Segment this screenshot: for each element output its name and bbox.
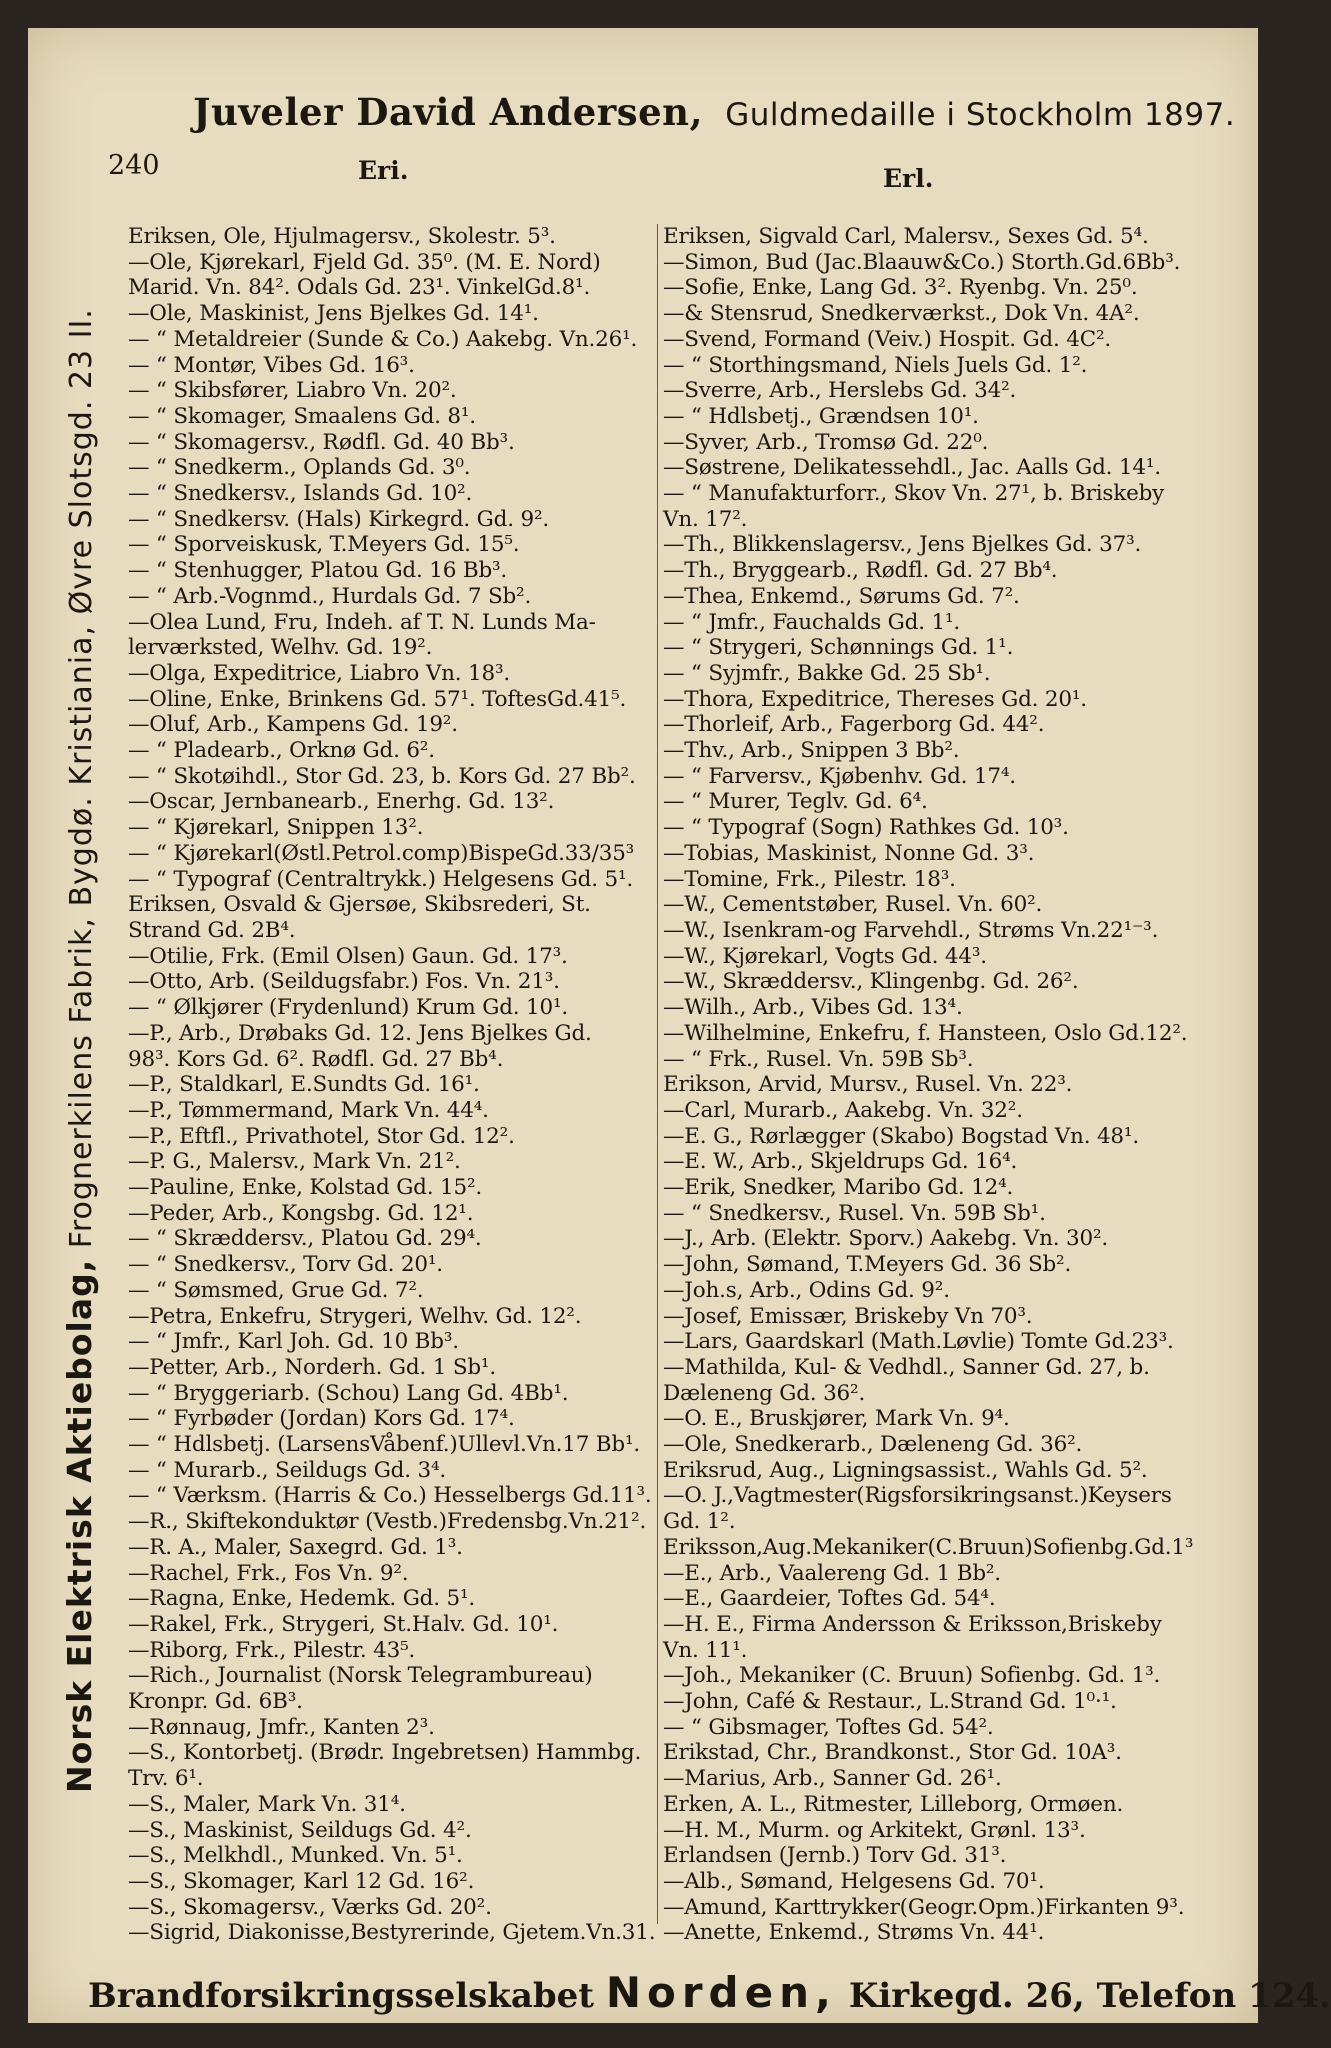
directory-entry: —Carl, Murarb., Aakebg. Vn. 32². xyxy=(663,1097,1023,1123)
directory-entry: — “ Kjørekarl(Østl.Petrol.comp)BispeGd.33/35³ xyxy=(128,840,635,866)
directory-entry: —J., Arb. (Elektr. Sporv.) Aakebg. Vn. 30². xyxy=(663,1226,1109,1252)
directory-entry: — “ Syjmfr., Bakke Gd. 25 Sb¹. xyxy=(663,660,991,686)
directory-entry: —Peder, Arb., Kongsbg. Gd. 12¹. xyxy=(128,1200,474,1226)
directory-entry: — “ Snedkersv. (Hals) Kirkegrd. Gd. 9². xyxy=(128,506,550,532)
side-advertisement xyxy=(60,308,99,1793)
directory-entry: — “ Snedkersv., Torv Gd. 20¹. xyxy=(128,1252,443,1278)
directory-entry: —S., Maler, Mark Vn. 31⁴. xyxy=(128,1791,406,1817)
directory-entry: —Thea, Enkemd., Sørums Gd. 7². xyxy=(663,583,1020,609)
directory-entry: — “ Snedkersv., Rusel. Vn. 59B Sb¹. xyxy=(663,1200,1046,1226)
directory-entry: —W., Isenkram-og Farvehdl., Strøms Vn.22¹⁻³. xyxy=(663,917,1159,943)
directory-entry: — “ Strygeri, Schønnings Gd. 1¹. xyxy=(663,635,1014,661)
directory-entry: — “ Sømsmed, Grue Gd. 7². xyxy=(128,1277,424,1303)
directory-entry: lerværksted, Welhv. Gd. 19². xyxy=(128,635,433,661)
directory-entry: —P., Tømmermand, Mark Vn. 44⁴. xyxy=(128,1097,489,1123)
directory-entry: —Oscar, Jernbanearb., Enerhg. Gd. 13². xyxy=(128,789,555,815)
directory-entry: —Josef, Emissær, Briskeby Vn 70³. xyxy=(663,1303,1033,1329)
directory-entry: —E., Gaardeier, Toftes Gd. 54⁴. xyxy=(663,1586,996,1612)
directory-entry: — “ Hdlsbetj., Grændsen 10¹. xyxy=(663,403,979,429)
directory-entry: —Th., Bryggearb., Rødfl. Gd. 27 Bb⁴. xyxy=(663,558,1058,584)
directory-entry: —S., Melkhdl., Munked. Vn. 5¹. xyxy=(128,1843,463,1869)
footer-advertisement xyxy=(88,1968,1331,2017)
footer-name: Norden, xyxy=(605,1968,837,2017)
directory-entry: —Rich., Journalist (Norsk Telegrambureau) xyxy=(128,1663,593,1689)
directory-entry: — “ Typograf (Sogn) Rathkes Gd. 10³. xyxy=(663,815,1069,841)
directory-entry: — “ Murarb., Seildugs Gd. 3⁴. xyxy=(128,1457,447,1483)
directory-entry: —Sigrid, Diakonisse,Bestyrerinde, Gjetem.Vn.31. xyxy=(128,1920,656,1946)
directory-entry: —Oluf, Arb., Kampens Gd. 19². xyxy=(128,712,458,738)
directory-entry: — “ Pladearb., Orknø Gd. 6². xyxy=(128,738,435,764)
directory-entry: —Rønnaug, Jmfr., Kanten 2³. xyxy=(128,1714,435,1740)
directory-entry: Kronpr. Gd. 6B³. xyxy=(128,1689,303,1715)
directory-entry: —S., Skomager, Karl 12 Gd. 16². xyxy=(128,1869,475,1894)
directory-entry: —Wilhelmine, Enkefru, f. Hansteen, Oslo Gd.12². xyxy=(663,1020,1188,1046)
directory-entry: Erikson, Arvid, Mursv., Rusel. Vn. 22³. xyxy=(663,1072,1073,1098)
directory-entry: Marid. Vn. 84². Odals Gd. 23¹. VinkelGd.8¹. xyxy=(128,275,591,301)
directory-entry: —Ole, Kjørekarl, Fjeld Gd. 35⁰. (M. E. Nord) xyxy=(128,249,601,275)
directory-entry: Eriksen, Osvald & Gjersøe, Skibsrederi, St. xyxy=(128,892,591,918)
side-ad-address: Frognerkilens Fabrik, Bygdø. Kristiania, Øvre Slotsgd. 23 II. xyxy=(64,308,99,1249)
directory-entry: —Thorleif, Arb., Fagerborg Gd. 44². xyxy=(663,712,1045,738)
directory-entry: Vn. 11¹. xyxy=(663,1637,748,1663)
directory-entry: —S., Maskinist, Seildugs Gd. 4². xyxy=(128,1817,472,1843)
directory-entry: — “ Snedkersv., Islands Gd. 10². xyxy=(128,481,473,507)
directory-entry: —Lars, Gaardskarl (Math.Løvlie) Tomte Gd.23³. xyxy=(663,1329,1174,1355)
directory-entry: —Wilh., Arb., Vibes Gd. 13⁴. xyxy=(663,995,963,1021)
directory-entry: Dæleneng Gd. 36². xyxy=(663,1380,866,1406)
directory-page xyxy=(28,28,1331,2023)
directory-entry: Strand Gd. 2B⁴. xyxy=(128,917,296,943)
directory-entry: —P. G., Malersv., Mark Vn. 21². xyxy=(128,1149,461,1175)
directory-entry: —E. W., Arb., Skjeldrups Gd. 16⁴. xyxy=(663,1149,1018,1175)
directory-entry: —R. A., Maler, Saxegrd. Gd. 1³. xyxy=(128,1534,463,1560)
directory-entry: —Mathilda, Kul- & Vedhdl., Sanner Gd. 27, b. xyxy=(663,1354,1150,1380)
header-brand: Juveler David Andersen, xyxy=(193,90,703,134)
directory-entry: —H. E., Firma Andersson & Eriksson,Briskeby xyxy=(663,1611,1162,1637)
directory-entry: —Ole, Maskinist, Jens Bjelkes Gd. 14¹. xyxy=(128,301,539,327)
directory-entry: —O. E., Bruskjører, Mark Vn. 9⁴. xyxy=(663,1406,1010,1432)
directory-entry: —Tobias, Maskinist, Nonne Gd. 3³. xyxy=(663,840,1035,866)
footer-company: Brandforsikringsselskabet xyxy=(88,1976,594,2016)
directory-entry: — “ Skibsfører, Liabro Vn. 20². xyxy=(128,378,457,404)
directory-entry: —S., Skomagersv., Værks Gd. 20². xyxy=(128,1894,492,1920)
directory-entry: —Marius, Arb., Sanner Gd. 26¹. xyxy=(663,1766,1002,1792)
directory-entry: —W., Kjørekarl, Vogts Gd. 44³. xyxy=(663,943,987,969)
page-header-advertisement xyxy=(193,90,1236,134)
directory-entry: —Alb., Sømand, Helgesens Gd. 70¹. xyxy=(663,1869,1045,1894)
directory-entry: —Sofie, Enke, Lang Gd. 3². Ryenbg. Vn. 25⁰. xyxy=(663,275,1138,301)
directory-entry: —O. J.,Vagtmester(Rigsforsikringsanst.)Keysers xyxy=(663,1483,1172,1509)
left-column xyxy=(128,224,673,1946)
directory-entry: —Pauline, Enke, Kolstad Gd. 15². xyxy=(128,1175,483,1201)
directory-entry: —Tomine, Frk., Pilestr. 18³. xyxy=(663,866,956,892)
directory-entry: —Anette, Enkemd., Strøms Vn. 44¹. xyxy=(663,1920,1045,1946)
directory-entry: — “ Manufakturforr., Skov Vn. 27¹, b. Briskeby xyxy=(663,481,1165,507)
directory-entry: —Th., Blikkenslagersv., Jens Bjelkes Gd. 37³. xyxy=(663,532,1142,558)
directory-entry: —Oline, Enke, Brinkens Gd. 57¹. ToftesGd.41⁵. xyxy=(128,686,627,712)
directory-entry: — “ Metaldreier (Sunde & Co.) Aakebg. Vn.26¹. xyxy=(128,326,638,352)
directory-entry: —Amund, Karttrykker(Geogr.Opm.)Firkanten 9³. xyxy=(663,1894,1185,1920)
directory-entry: —Ragna, Enke, Hedemk. Gd. 5¹. xyxy=(128,1586,476,1612)
directory-entry: —Thv., Arb., Snippen 3 Bb². xyxy=(663,738,960,764)
directory-entry: —Erik, Snedker, Maribo Gd. 12⁴. xyxy=(663,1175,1014,1201)
directory-entry: Erken, A. L., Ritmester, Lilleborg, Ormøen. xyxy=(663,1791,1124,1817)
directory-entry: — “ Arb.-Vognmd., Hurdals Gd. 7 Sb². xyxy=(128,583,532,609)
directory-entry: —John, Sømand, T.Meyers Gd. 36 Sb². xyxy=(663,1252,1072,1278)
directory-entry: —Riborg, Frk., Pilestr. 43⁵. xyxy=(128,1637,416,1663)
header-medal-text: Guldmedaille i Stockholm 1897. xyxy=(725,97,1236,133)
directory-entry: — “ Skomager, Smaalens Gd. 8¹. xyxy=(128,403,476,429)
directory-entry: —P., Arb., Drøbaks Gd. 12. Jens Bjelkes Gd. xyxy=(128,1020,592,1046)
directory-entry: —Otilie, Frk. (Emil Olsen) Gaun. Gd. 17³. xyxy=(128,943,568,969)
directory-entry: — “ Gibsmager, Toftes Gd. 54². xyxy=(663,1714,994,1740)
running-head-right: Erl. xyxy=(883,164,934,193)
directory-entry: — “ Stenhugger, Platou Gd. 16 Bb³. xyxy=(128,558,508,584)
directory-entry: Eriksen, Sigvald Carl, Malersv., Sexes Gd. 5⁴. xyxy=(663,224,1149,249)
directory-entry: —R., Skiftekonduktør (Vestb.)Fredensbg.Vn.21². xyxy=(128,1509,647,1535)
directory-entry: —Simon, Bud (Jac.Blaauw&Co.) Storth.Gd.6Bb³. xyxy=(663,249,1181,275)
directory-entry: —P., Staldkarl, E.Sundts Gd. 16¹. xyxy=(128,1072,480,1098)
directory-entry: Eriksson,Aug.Mekaniker(C.Bruun)Sofienbg.Gd.1³ xyxy=(663,1534,1194,1560)
directory-entry: Vn. 17². xyxy=(663,506,748,532)
directory-entry: — “ Skomagersv., Rødfl. Gd. 40 Bb³. xyxy=(128,429,515,455)
directory-entry: — “ Jmfr., Karl Joh. Gd. 10 Bb³. xyxy=(128,1329,459,1355)
directory-entry: —Ole, Snedkerarb., Dæleneng Gd. 36². xyxy=(663,1432,1083,1458)
directory-entry: —Sverre, Arb., Herslebs Gd. 34². xyxy=(663,378,1017,404)
directory-entry: Erikstad, Chr., Brandkonst., Stor Gd. 10A³. xyxy=(663,1740,1122,1766)
directory-entry: —John, Café & Restaur., L.Strand Gd. 1⁰·¹. xyxy=(663,1689,1117,1715)
directory-entry: Trv. 6¹. xyxy=(128,1766,204,1792)
footer-address: Kirkegd. 26, Telefon 124. xyxy=(848,1976,1331,2016)
directory-entry: —W., Cementstøber, Rusel. Vn. 60². xyxy=(663,892,1043,918)
directory-entry: — “ Montør, Vibes Gd. 16³. xyxy=(128,352,415,378)
directory-entry: —Syver, Arb., Tromsø Gd. 22⁰. xyxy=(663,429,989,455)
directory-entry: —Olea Lund, Fru, Indeh. af T. N. Lunds Ma- xyxy=(128,609,596,635)
directory-entry: Eriksen, Ole, Hjulmagersv., Skolestr. 5³. xyxy=(128,224,556,249)
directory-entry: 98³. Kors Gd. 6². Rødfl. Gd. 27 Bb⁴. xyxy=(128,1046,504,1072)
directory-entry: — “ Værksm. (Harris & Co.) Hesselbergs Gd.11³. xyxy=(128,1483,652,1509)
directory-entry: —Thora, Expeditrice, Thereses Gd. 20¹. xyxy=(663,686,1087,712)
directory-entry: —Otto, Arb. (Seildugsfabr.) Fos. Vn. 21³. xyxy=(128,969,560,995)
directory-entry: —Joh.s, Arb., Odins Gd. 9². xyxy=(663,1277,950,1303)
directory-entry: — “ Sporveiskusk, T.Meyers Gd. 15⁵. xyxy=(128,532,520,558)
directory-entry: — “ Farversv., Kjøbenhv. Gd. 17⁴. xyxy=(663,763,1016,789)
directory-entry: — “ Bryggeriarb. (Schou) Lang Gd. 4Bb¹. xyxy=(128,1380,569,1406)
directory-entry: —Svend, Formand (Veiv.) Hospit. Gd. 4C². xyxy=(663,326,1112,352)
directory-entry: — “ Frk., Rusel. Vn. 59B Sb³. xyxy=(663,1046,974,1072)
directory-entry: —S., Kontorbetj. (Brødr. Ingebretsen) Hammbg. xyxy=(128,1740,642,1766)
page-number: 240 xyxy=(108,150,160,181)
directory-entry: —H. M., Murm. og Arkitekt, Grønl. 13³. xyxy=(663,1817,1086,1843)
directory-entry: Gd. 1². xyxy=(663,1509,736,1535)
directory-entry: — “ Hdlsbetj. (LarsensVåbenf.)Ullevl.Vn.17 Bb¹. xyxy=(128,1432,641,1458)
directory-entry: —Rachel, Frk., Fos Vn. 9². xyxy=(128,1560,409,1586)
directory-entry: —Petter, Arb., Norderh. Gd. 1 Sb¹. xyxy=(128,1354,496,1380)
directory-entry: — “ Fyrbøder (Jordan) Kors Gd. 17⁴. xyxy=(128,1406,515,1432)
directory-entry: — “ Skræddersv., Platou Gd. 29⁴. xyxy=(128,1226,482,1252)
directory-entry: —E., Arb., Vaalereng Gd. 1 Bb². xyxy=(663,1560,1001,1586)
directory-entry: —Rakel, Frk., Strygeri, St.Halv. Gd. 10¹. xyxy=(128,1611,559,1637)
directory-entry: —Søstrene, Delikatessehdl., Jac. Aalls Gd. 14¹. xyxy=(663,455,1161,481)
directory-entry: — “ Kjørekarl, Snippen 13². xyxy=(128,815,424,841)
directory-entry: — “ Murer, Teglv. Gd. 6⁴. xyxy=(663,789,928,815)
directory-entry: —& Stensrud, Snedkerværkst., Dok Vn. 4A². xyxy=(663,301,1140,327)
directory-entry: — “ Storthingsmand, Niels Juels Gd. 1². xyxy=(663,352,1088,378)
directory-entry: — “ Typograf (Centraltrykk.) Helgesens Gd. 5¹. xyxy=(128,866,634,892)
directory-entry: Erlandsen (Jernb.) Torv Gd. 31³. xyxy=(663,1843,1007,1869)
directory-entry: — “ Snedkerm., Oplands Gd. 3⁰. xyxy=(128,455,471,481)
directory-entry: — “ Jmfr., Fauchalds Gd. 1¹. xyxy=(663,609,961,635)
directory-entry: — “ Ølkjører (Frydenlund) Krum Gd. 10¹. xyxy=(128,995,569,1021)
running-head-left: Eri. xyxy=(358,156,409,185)
directory-entry: —Petra, Enkefru, Strygeri, Welhv. Gd. 12². xyxy=(128,1303,582,1329)
directory-entry: Eriksrud, Aug., Ligningsassist., Wahls Gd. 5². xyxy=(663,1457,1148,1483)
directory-entry: —E. G., Rørlægger (Skabo) Bogstad Vn. 48¹. xyxy=(663,1123,1139,1149)
side-ad-company: Norsk Elektrisk Aktiebolag, xyxy=(60,1258,99,1793)
directory-entry: — “ Skotøihdl., Stor Gd. 23, b. Kors Gd. 27 Bb². xyxy=(128,763,636,789)
right-column xyxy=(663,224,1238,1946)
directory-entry: —W., Skræddersv., Klingenbg. Gd. 26². xyxy=(663,969,1079,995)
directory-entry: —P., Eftfl., Privathotel, Stor Gd. 12². xyxy=(128,1123,515,1149)
directory-entry: —Joh., Mekaniker (C. Bruun) Sofienbg. Gd. 1³. xyxy=(663,1663,1161,1689)
directory-entry: —Olga, Expeditrice, Liabro Vn. 18³. xyxy=(128,660,511,686)
